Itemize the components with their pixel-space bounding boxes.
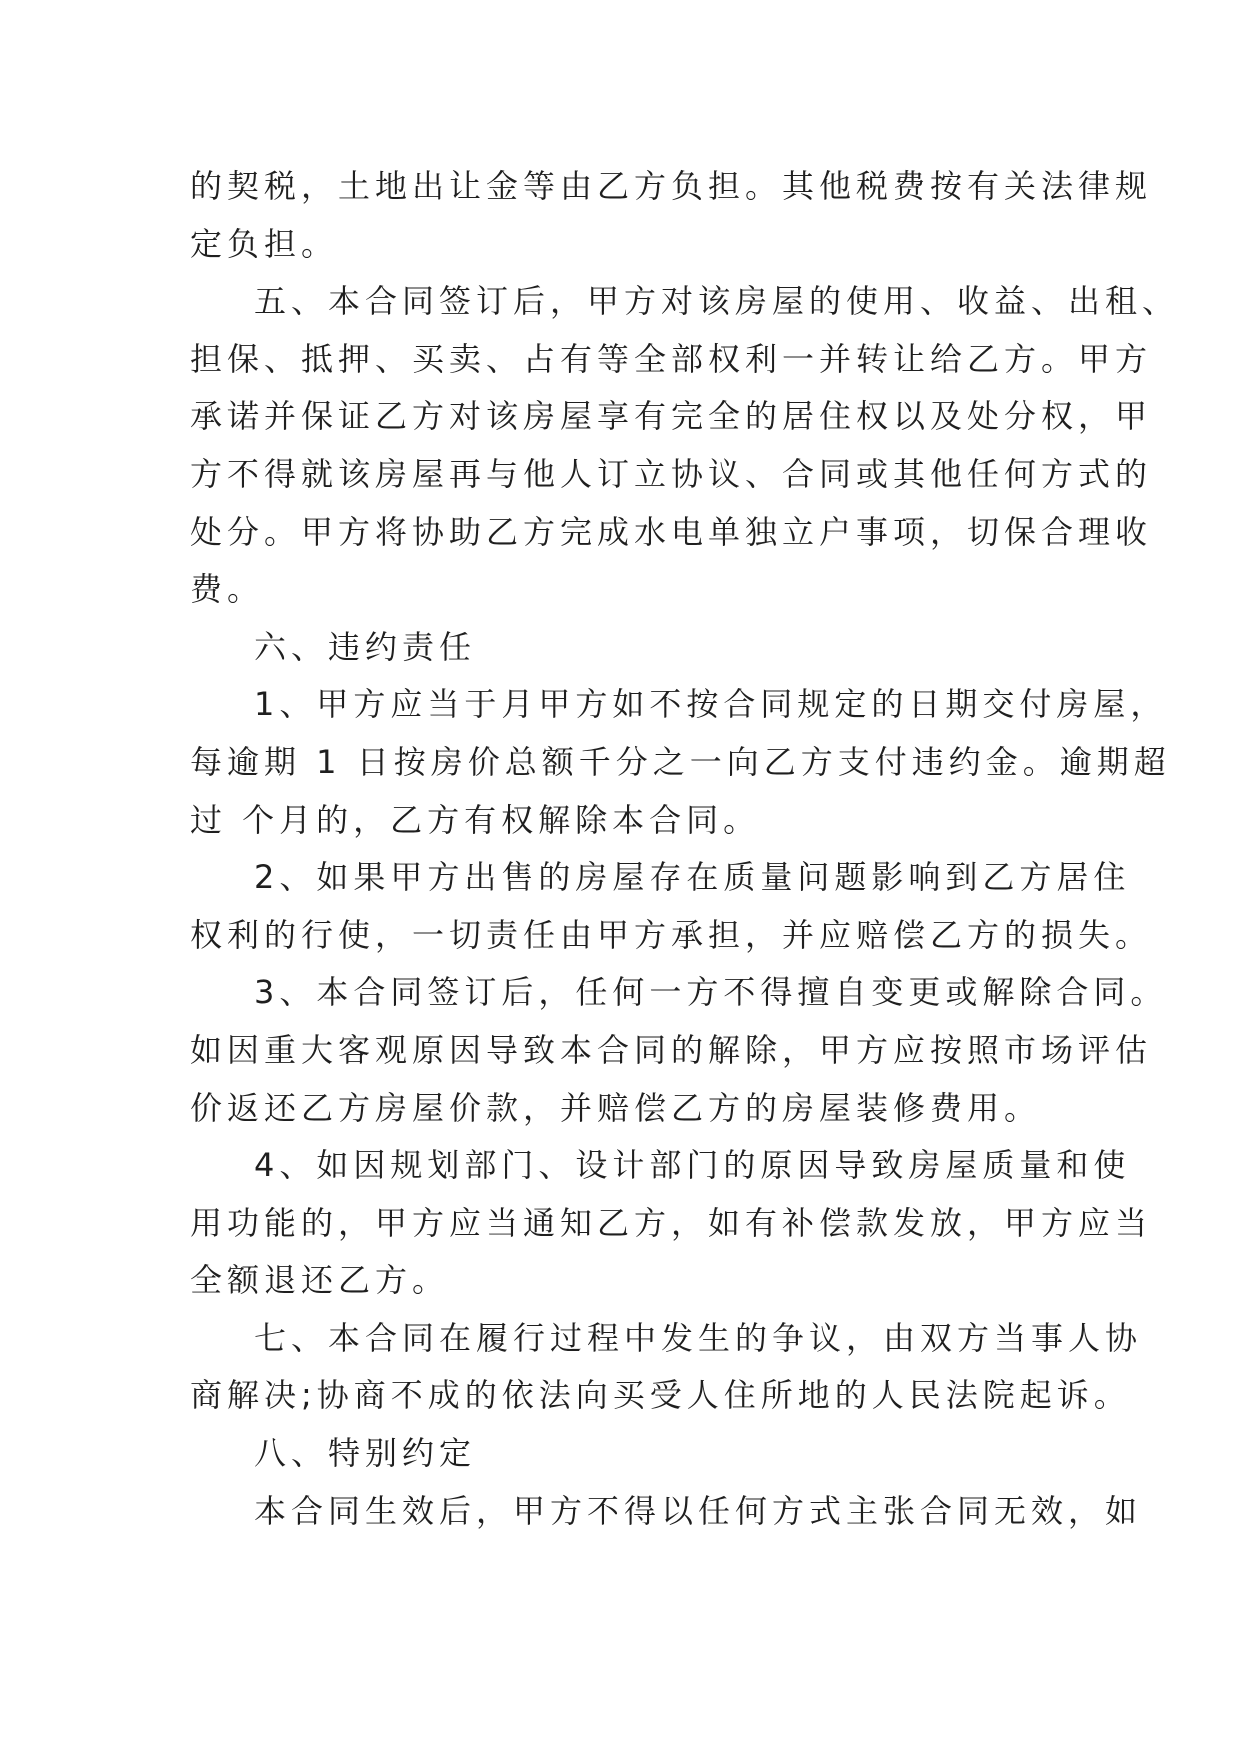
clause-7-line-1: 七、本合同在履行过程中发生的争议，由双方当事人协 (254, 1318, 1143, 1357)
clause-5-line-4: 方不得就该房屋再与他人订立协议、合同或其他任何方式的 (190, 454, 1153, 493)
item-4-line-1: 4、如因规划部门、设计部门的原因导致房屋质量和使 (254, 1146, 1131, 1185)
clause-5-line-2: 担保、抵押、买卖、占有等全部权利一并转让给乙方。甲方 (190, 339, 1153, 378)
item-4-line-2: 用功能的，甲方应当通知乙方，如有补偿款发放，甲方应当 (190, 1203, 1153, 1242)
clause-5-line-5: 处分。甲方将协助乙方完成水电单独立户事项，切保合理收 (190, 512, 1153, 551)
item-4-line-3: 全额退还乙方。 (190, 1261, 450, 1300)
special-agreement-line-1: 本合同生效后，甲方不得以任何方式主张合同无效，如 (254, 1491, 1143, 1530)
item-2-line-2: 权利的行使，一切责任由甲方承担，并应赔偿乙方的损失。 (190, 915, 1153, 954)
item-3-line-2: 如因重大客观原因导致本合同的解除，甲方应按照市场评估 (190, 1030, 1153, 1069)
clause-5-line-3: 承诺并保证乙方对该房屋享有完全的居住权以及处分权，甲 (190, 397, 1153, 436)
item-2-line-1: 2、如果甲方出售的房屋存在质量问题影响到乙方居住 (254, 858, 1131, 897)
item-1-line-1: 1、甲方应当于月甲方如不按合同规定的日期交付房屋， (254, 685, 1168, 724)
section-6-heading: 六、违约责任 (254, 627, 477, 666)
clause-5-line-1: 五、本合同签订后，甲方对该房屋的使用、收益、出租、 (254, 282, 1180, 321)
section-8-heading: 八、特别约定 (254, 1434, 477, 1473)
item-1-line-3: 过 个月的，乙方有权解除本合同。 (190, 800, 761, 839)
item-1-line-2: 每逾期 1 日按房价总额千分之一向乙方支付违约金。逾期超 (190, 742, 1171, 781)
clause-7-line-2: 商解决;协商不成的依法向买受人住所地的人民法院起诉。 (190, 1376, 1131, 1415)
text-line-2: 定负担。 (190, 224, 339, 263)
text-line-1: 的契税，土地出让金等由乙方负担。其他税费按有关法律规 (190, 167, 1153, 205)
item-3-line-1: 3、本合同签订后，任何一方不得擅自变更或解除合同。 (254, 973, 1168, 1012)
item-3-line-3: 价返还乙方房屋价款，并赔偿乙方的房屋装修费用。 (190, 1088, 1042, 1127)
clause-5-line-6: 费。 (190, 570, 265, 609)
contract-text-body (190, 158, 1180, 1540)
